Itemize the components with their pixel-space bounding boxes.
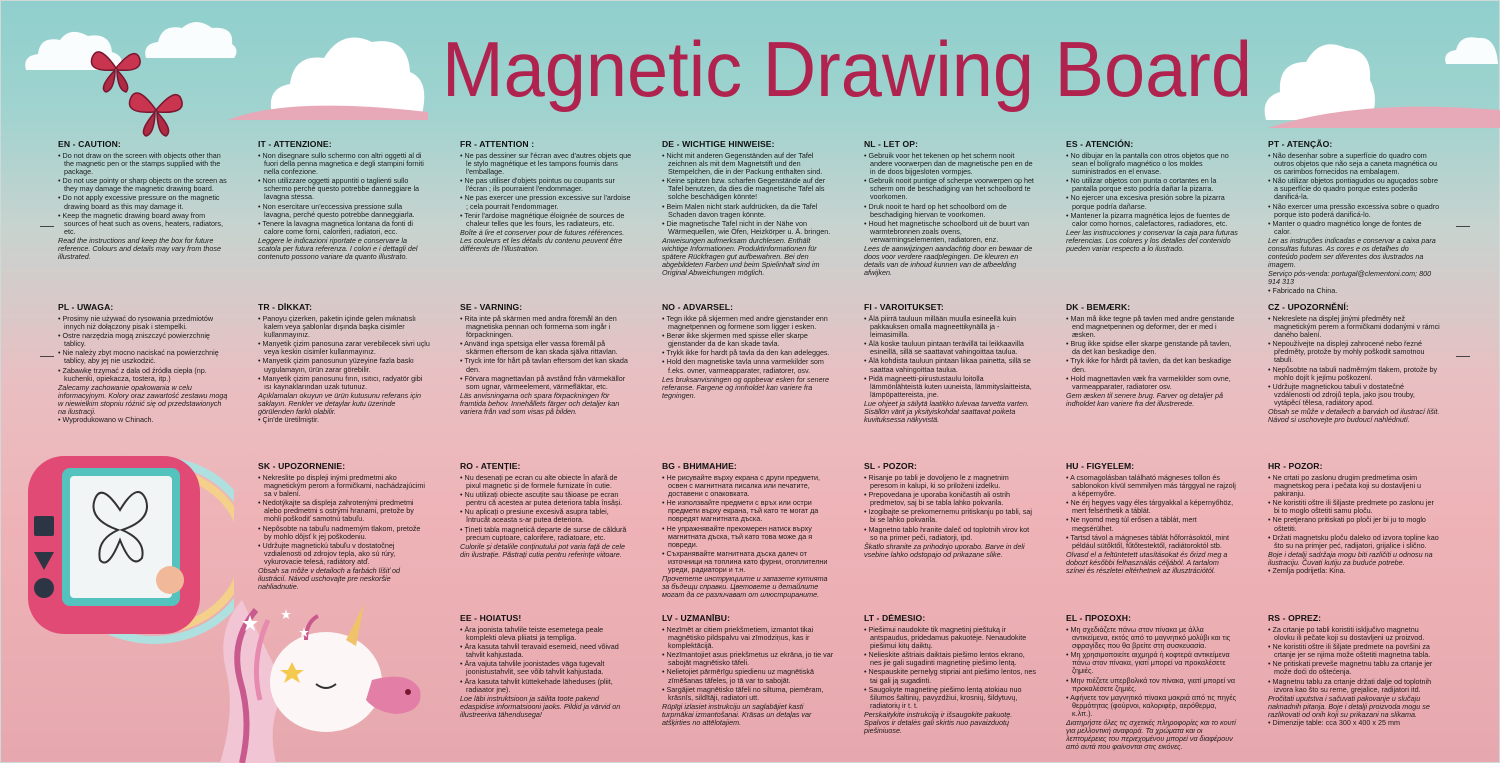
- made-in-line: • Wyprodukowano w Chinach.: [58, 416, 230, 424]
- list-item: • Manyetik çizim panosunu fırın, ısıtıcı, radyatör gibi ısı kaynaklarından uzak tutunuz.: [258, 375, 430, 391]
- list-item: • Manter o quadro magnético longe de fontes de calor.: [1268, 220, 1440, 236]
- list-item: • Držati magnetsku ploču daleko od izvora topline kao što su na primjer peć, radijatori, grijalice i slično.: [1268, 534, 1440, 550]
- section-note: Leer las instrucciones y conservar la caja para futuras referencias. Los colores y los detalles del contenido pueden variar respecto a lo ilustrado.: [1066, 227, 1238, 254]
- list-item: • Manyetik çizim panosuna zarar verebilecek sivri uçlu veya keskin cisimler kullanmayınız.: [258, 340, 430, 356]
- section-it: [258, 140, 430, 261]
- section-rs: [1268, 614, 1440, 760]
- dimensions-line: • Dimenzije table: cca 300 x 400 x 25 mm: [1268, 719, 1440, 727]
- section-note: Açıklamaları okuyun ve ürün kutusunu referans için saklayın. Renkler ve detaylar kutu üzerinde görülenden farklı olabilir.: [258, 390, 421, 417]
- list-item: • Förvara magnettavlan på avstånd från värmekällor som ugnar, värmeelement, värmefläktar, etc.: [460, 375, 632, 391]
- section-heading: PT - ATENÇÃO:: [1268, 139, 1333, 149]
- section-note: Pročitati uputstva i sačuvati pakovanje u slučaju naknadnih pitanja. Boje i detalji proizvoda mogu se razlikovati od onih koji su prikazani na slikama.: [1268, 693, 1430, 719]
- section-cz: [1268, 303, 1440, 424]
- list-item: • Ne érj hegyes vagy éles tárgyakkal a képernyőhöz, mert felsérthetik a táblát.: [1066, 499, 1238, 515]
- list-item: • Αφήνετε τον μαγνητικό πίνακα μακριά από τις πηγές θερμότητας (φούρνοι, καλοριφέρ, αερόθερμα, κ.λπ.).: [1066, 694, 1238, 718]
- section-heading: NL - LET OP:: [864, 139, 919, 149]
- list-item: • Ne crtati po zaslonu drugim predmetima osim magnetskog pera i pečata koji su dostavljeni u pakiranju.: [1268, 474, 1440, 498]
- list-item: • Nelieskite aštriais daiktais piešimo lentos ekrano, nes jie gali sugadinti magnetinę piešimo lentą.: [864, 651, 1036, 667]
- list-item: • Ära joonista tahvlile teiste esemetega peale komplekti oleva pliiatsi ja templiga.: [460, 626, 632, 642]
- section-el: [1066, 614, 1238, 760]
- section-note: Zalecamy zachowanie opakowania w celu informacyjnym. Kolory oraz zawartość zestawu mogą w niewielkim stopniu różnić się od przedstawionych na ilustracji.: [58, 382, 228, 417]
- list-item: • Tryck inte för hårt på tavlan eftersom det kan skada den.: [460, 357, 632, 373]
- list-item: • Saugokyte magnetinę piešimo lentą atokiau nuo šilumos šaltinių, pavyzdžiui, krosnių, šildytuvų, radiatorių ir t. t.: [864, 686, 1036, 710]
- section-note: Obsah se může v detailech a barvách od ilustrací lišit. Návod si uschovejte pro budoucí nahlédnutí.: [1268, 407, 1440, 425]
- list-item: • Piešimui naudokite tik magnetinį pieštuką ir antspaudus, pridedamus pakuotėje. Nenaudokite piešimui kitų daiktų.: [864, 626, 1036, 650]
- list-item: • Не упражнявайте прекомерен натиск върху магнитната дъска, тъй като това може да я повреди.: [662, 525, 834, 549]
- section-heading: LV - UZMANĪBU:: [662, 613, 731, 623]
- section-note: Boje i detalji sadržaja mogu biti različiti u odnosu na ilustraciju. Čuvati kutiju za buduće potrebe.: [1268, 549, 1433, 567]
- list-item: • Nezīmantojiet asus priekšmetus uz ekrāna, jo tie var sabojāt magnētisko tāfeli.: [662, 651, 834, 667]
- list-item: • Keine spitzen bzw. scharfen Gegenstände auf der Tafel benutzen, da dies die magnetische Tafel als solche beschädigen könnte!: [662, 177, 834, 201]
- list-item: • Manyetik çizim panosunun yüzeyine fazla baskı uygulamayın, ürün zarar görebilir.: [258, 357, 430, 373]
- list-item: • Druk nooit te hard op het schoolbord om de beschadiging hiervan te voorkomen.: [864, 203, 1036, 219]
- list-item: • Magnetnu tablu za crtanje držati dalje od toplotnih izvora kao što su rerne, grejalice, radijatori itd.: [1268, 678, 1440, 694]
- list-item: • Ostre narzędzia mogą zniszczyć powierzchnię tablicy.: [58, 332, 230, 348]
- list-item: • Nekreslete na displej jinými předměty než magnetickým perem a formičkami dodanými v rámci daného balení.: [1268, 315, 1440, 339]
- section-hr: [1268, 462, 1440, 576]
- section-note: Culorile și detaliile conținutului pot varia față de cele din ilustrație. Păstrați cutia pentru referințe viitoare.: [460, 541, 626, 559]
- section-heading: IT - ATTENZIONE:: [258, 139, 332, 149]
- list-item: • Ne pretjerano pritiskati po ploči jer bi ju to moglo oštetiti.: [1268, 516, 1440, 532]
- list-item: • A csomagolásban található mágneses tollon és sablonokon kívül semmilyen más tárggyal ne rajzolj a képernyőre.: [1066, 474, 1238, 498]
- section-heading: DK - BEMÆRK:: [1066, 302, 1131, 312]
- section-note: Διατηρήστε όλες τις σχετικές πληροφορίες και το κουτί για μελλοντική αναφορά. Τα χρώματα και οι λεπτομέρειες του περιεχομένου μπορεί να διαφέρουν από αυτά που φαίνονται στις εικόνες.: [1066, 718, 1236, 752]
- section-note: Boîte à lire et conserver pour de futures références. Les couleurs et les détails du contenu peuvent être différents de l'illustration.: [460, 227, 625, 254]
- list-item: • Do not draw on the screen with objects other than the magnetic pen or the stamps supplied with the package.: [58, 152, 230, 176]
- list-item: • Mantener la pizarra magnética lejos de fuentes de calor como hornos, calefactores, radiadores, etc.: [1066, 212, 1238, 228]
- list-item: • Använd inga spetsiga eller vassa föremål på skärmen eftersom de kan skada själva rittavlan.: [460, 340, 632, 356]
- section-heading: RO - ATENȚIE:: [460, 461, 521, 471]
- list-item: • Ära kasuta tahvlil teravaid esemeid, need võivad tahvlit kahjustada.: [460, 643, 632, 659]
- list-item: • Ne pas utiliser d'objets pointus ou coupants sur l'écran ; ils pourraient l'endommager.: [460, 177, 632, 193]
- section-en: [58, 140, 230, 261]
- list-item: • Brug ikke spidse eller skarpe genstande på tavlen, da det kan beskadige den.: [1066, 340, 1238, 356]
- made-in-line: • Çin'de üretilmiştir.: [258, 416, 430, 424]
- list-item: • Hold magnettavlen væk fra varmekilder som ovne, varmeapparater, radiatorer osv.: [1066, 375, 1238, 391]
- list-item: • Berør ikke skjermen med spisse eller skarpe gjenstander da de kan skade tavla.: [662, 332, 834, 348]
- section-sl: [864, 462, 1036, 559]
- list-item: • Keep the magnetic drawing board away from sources of heat such as ovens, heaters, radiators, etc.: [58, 212, 230, 236]
- list-item: • Prepovedana je uporaba koničastih ali ostrih predmetov, saj bi se tabla lahko pokvarila.: [864, 491, 1036, 507]
- page-title-text: Magnetic Drawing Board: [442, 25, 1252, 113]
- list-item: • Nekreslite po displeji inými predmetmi ako magnetickým perom a formičkami, nachádzajúcimi sa v balení.: [258, 474, 430, 498]
- section-note: Olvasd el a feltüntetett utasításokat és őrizd meg a dobozt későbbi felhasználás céljából. A tartalom színei és részletei eltérhetnek az illusztrációtól.: [1066, 549, 1228, 576]
- list-item: • Nepůsobte na tabuli nadměrným tlakem, protože by mohlo dojít k jejímu poškození.: [1268, 366, 1440, 382]
- list-item: • Ne pas exercer une pression excessive sur l'ardoise ; cela pourrait l'endommager.: [460, 194, 632, 210]
- list-item: • Ne nyomd meg túl erősen a táblát, mert megsérülhet.: [1066, 516, 1238, 532]
- list-item: • Ne pritiskati preveše magnetnu tablu za crtanje jer može doći do oštećenja.: [1268, 660, 1440, 676]
- pink-ground-right: [1268, 98, 1500, 128]
- section-heading: RS - OPREZ:: [1268, 614, 1322, 623]
- cloud-icon: [140, 18, 240, 62]
- list-item: • Nicht mit anderen Gegenständen auf der Tafel zeichnen als mit dem Magnetstift und den Stempelchen, die in der Packung enthalten sind.: [662, 152, 834, 176]
- section-de: [662, 140, 834, 277]
- section-bg: [662, 462, 834, 599]
- section-heading: LT - DĖMESIO:: [864, 613, 926, 623]
- list-item: • Tegn ikke på skjermen med andre gjenstander enn magnetpennen og formene som ligger i esken.: [662, 315, 834, 331]
- list-item: • Man må ikke tegne på tavlen med andre genstande end magnetpennen og deformer, der er med i æsken.: [1066, 315, 1238, 339]
- list-item: • Magnetno tablo hranite daleč od toplotnih virov kot so na primer peči, radiatorji, ipd.: [864, 526, 1036, 542]
- list-item: • Udržujte magnetickú tabuľu v dostatočnej vzdialenosti od zdrojov tepla, ako sú rúry, vykurovacie telesá, radiátory atď.: [258, 542, 430, 566]
- list-item: • Μην πιέζετε υπερβολικά τον πίνακα, γιατί μπορεί να προκαλέσετε ζημιές.: [1066, 677, 1238, 693]
- list-item: • Älä koske tauluun pintaan terävillä tai leikkaavilla esineillä, sillä se saattavat vahingoittaa taulua.: [864, 340, 1036, 356]
- list-item: • Hold den magnetiske tavla unna varmekilder som f.eks. ovner, varmeapparater, radiatorer, osv.: [662, 358, 834, 374]
- list-item: • Zabawkę trzymać z dala od źródła ciepła (np. kuchenki, opiekacza, tostera, itp.): [58, 367, 230, 383]
- list-item: • Prosimy nie używać do rysowania przedmiotów innych niż dołączony pisak i stempelki.: [58, 315, 230, 331]
- list-item: • Beim Malen nicht stark aufdrücken, da die Tafel Schaden davon tragen könnte.: [662, 203, 834, 219]
- list-item: • Nespauskite pernelyg stipriai ant piešimo lentos, nes tai gali ją sugadinti.: [864, 668, 1036, 684]
- list-item: • Rita inte på skärmen med andra föremål än den magnetiska pennan och formerna som ingår i förpackningen.: [460, 315, 632, 339]
- list-item: • Țineți tabla magnetică departe de surse de căldură precum cuptoare, calorifere, radiatoare, etc.: [460, 526, 632, 542]
- section-lt: [864, 614, 1036, 735]
- section-heading: CZ - UPOZORNĚNÍ:: [1268, 302, 1349, 312]
- service-line: Serviço pós-venda: portugal@clementoni.com; 800 914 313: [1268, 269, 1432, 287]
- section-note: Ler as instruções indicadas e conservar a caixa para consultas futuras. As cores e os detalhes do conteúdo podem ser diferentes dos ilustrados na imagem.: [1268, 235, 1436, 270]
- list-item: • Tenir l'ardoise magnétique éloignée de sources de chaleur telles que les fours, les radiateurs, etc.: [460, 212, 632, 228]
- section-dk: [1066, 303, 1238, 408]
- page-title: [432, 22, 1262, 114]
- section-heading: NO - ADVARSEL:: [662, 302, 734, 312]
- list-item: • Sargājiet magnētisko tāfeli no siltuma, piemēram, krāsnīs, sildītāji, radiatori utt.: [662, 686, 834, 702]
- section-heading: SK - UPOZORNENIE:: [258, 461, 346, 471]
- pink-ground-left: [228, 90, 428, 120]
- list-item: • Nu aplicați o presiune excesivă asupra tablei, întrucât aceasta s-ar putea deteriora.: [460, 508, 632, 524]
- section-fi: [864, 303, 1036, 424]
- section-note: Škatlo shranite za prihodnjo uporabo. Barve in deli vsebine lahko odstopajo od prikazane slike.: [864, 541, 1025, 559]
- list-item: • Non utilizzare oggetti appuntiti o taglienti sullo schermo perché questo potrebbe danneggiare la lavagna stessa.: [258, 177, 430, 201]
- list-item: • Non disegnare sullo schermo con altri oggetti al di fuori della penna magnetica e degli stampini forniti nella confezione.: [258, 152, 430, 176]
- list-item: • Ne koristiti oštre ili šiljate predmete na površini za crtanje jer se njima može oštetiti magnetna tabla.: [1268, 643, 1440, 659]
- section-tr: [258, 303, 430, 425]
- section-note: Gem æsken til senere brug. Farver og detaljer på indholdet kan variere fra det illustrerede.: [1066, 390, 1224, 408]
- list-item: • Не рисувайте върху екрана с други предмети, освен с магнитната писалка или печатите, доставени с опаковката.: [662, 474, 834, 498]
- list-item: • Die magnetische Tafel nicht in der Nähe von Wärmequellen, wie Öfen, Heizkörper u. Ä. bringen.: [662, 220, 834, 236]
- list-item: • Izogibajte se prekomernemu pritiskanju po tabli, saj bi se lahko pokvarila.: [864, 508, 1036, 524]
- section-fr: [460, 140, 632, 253]
- section-note: Rūpīgi izlasiet instrukciju un saglabājiet kasti turpmākai izmantošanai. Krāsas un detaļas var atšķirties no attēlotajiem.: [662, 701, 812, 728]
- list-item: • Non esercitare un'eccessiva pressione sulla lavagna, perché questo potrebbe danneggiarla.: [258, 203, 430, 219]
- stars-icon: [240, 605, 320, 645]
- list-item: • Nepôsobte na tabuľu nadmerným tlakom, pretože by mohlo dôjsť k jej poškodeniu.: [258, 525, 430, 541]
- list-item: • Nelietojiet pārmērīgu spiedienu uz magnētiskā zīmēšanas tāfeles, jo tā var to sabojāt.: [662, 668, 834, 684]
- separator-tick: [1456, 356, 1470, 357]
- list-item: • Ära vajuta tahvlile joonistades väga tugevalt joonistustahvlit, see võib tahvlit kahjustada.: [460, 660, 632, 676]
- list-item: • Trykk ikke for hardt på tavla da den kan ødelegges.: [662, 349, 834, 357]
- butterfly-icon: [126, 82, 186, 138]
- section-note: Perskaitykite instrukciją ir išsaugokite pakuotę. Spalvos ir detalės gali skirtis nuo pavaizduotų piešiniuose.: [864, 709, 1013, 736]
- section-note: Läs anvisningarna och spara förpackningen för framtida behov. Innehållets färger och detaljer kan variera från vad som visas på bilden.: [460, 390, 620, 417]
- section-heading: DE - WICHTIGE HINWEISE:: [662, 139, 775, 149]
- separator-tick: [40, 226, 54, 227]
- list-item: • No utilizar objetos con punta o cortantes en la pantalla porque esto podría dañar la pizarra.: [1066, 177, 1238, 193]
- list-item: • Nezīmēt ar citiem priekšmetiem, izmantot tikai magnētisko pildspalvu vai zīmodziņus, kas ir komplektācijā.: [662, 626, 834, 650]
- list-item: • Nu desenați pe ecran cu alte obiecte în afară de pixul magnetic și de formele furnizate în cutie.: [460, 474, 632, 490]
- list-item: • Tryk ikke for hårdt på tavlen, da det kan beskadige den.: [1066, 357, 1238, 373]
- list-item: • Μη χρησιμοποιείτε αιχμηρά ή κοφτερά αντικείμενα πάνω στον πίνακα, γιατί μπορεί να προκαλέσετε ζημιές.: [1066, 651, 1238, 675]
- section-note: Les bruksanvisningen og oppbevar esken for senere referanse. Fargene og innholdet kan variere fra tegningen.: [662, 374, 830, 400]
- section-pt: [1268, 140, 1440, 296]
- made-in-line: • Zemlja podrijetla: Kina.: [1268, 567, 1440, 575]
- list-item: • Nedotýkajte sa displeja zahrotenými predmetmi alebo predmetmi s ostrými hranami, pretože by mohli poškodiť samotnú tabuľu.: [258, 499, 430, 523]
- section-note: Read the instructions and keep the box for future reference. Colours and details may vary from those illustrated.: [58, 235, 221, 262]
- list-item: • Do not apply excessive pressure on the magnetic drawing board as this may damage it.: [58, 194, 230, 210]
- list-item: • Μη σχεδιάζετε πάνω στον πίνακα με άλλα αντικείμενα, εκτός από το μαγνητικό μολύβι και τις σφραγίδες που θα βρείτε στη συσκευασία.: [1066, 626, 1238, 650]
- section-note: Loe läbi instruktsioon ja säilita toote pakend edaspidise informatsiooni jaoks. Pildid ja värvid on illustreeriva tähendusega!: [460, 693, 621, 719]
- list-item: • Ne koristiti oštre ili šiljaste predmete po zaslonu jer bi to moglo oštetiti samu ploču.: [1268, 499, 1440, 515]
- list-item: • Ne pas dessiner sur l'écran avec d'autres objets que le stylo magnétique et les tampons fournis dans l'emballage.: [460, 152, 632, 176]
- list-item: • No ejercer una excesiva presión sobre la pizarra porque podría dañarse.: [1066, 194, 1238, 210]
- list-item: • Nu utilizați obiecte ascuțite sau tăioase pe ecran pentru că acestea ar putea deteriora tabla însăși.: [460, 491, 632, 507]
- list-item: • Не използвайте предмети с връх или остри предмети върху екрана, тъй като те могат да повредят магнитната дъска.: [662, 499, 834, 523]
- list-item: • Udržujte magnetickou tabuli v dostatečné vzdálenosti od zdrojů tepla, jako jsou trouby, vytápěcí tělesa, radiátory apod.: [1268, 383, 1440, 407]
- cloud-icon: [1440, 28, 1500, 68]
- list-item: • Pidä magneetti-piirustustaulu loitolla lämmönlähteistä kuten uuneista, lämmityslaitteista, lämpöpattereista, jne.: [864, 375, 1036, 399]
- section-heading: TR - DİKKAT:: [258, 302, 313, 312]
- list-item: • Não desenhar sobre a superfície do quadro com outros objetos que não seja a caneta magnética ou os carimbos fornecidos na embalagem.: [1268, 152, 1440, 176]
- list-item: • Съхранявайте магнитната дъска далеч от източници на топлина като фурни, отоплителни уреди, радиатори и т.н.: [662, 550, 834, 574]
- section-es: [1066, 140, 1238, 253]
- section-pl: [58, 303, 230, 425]
- separator-tick: [1456, 226, 1470, 227]
- section-note: Anweisungen aufmerksam durchlesen. Enthält wichtige Informationen. Produktinformationen für spätere Rückfragen gut aufbewahren. Bei den abgebildeten Farben und beim Spielinhalt sind im Original Abweichungen möglich.: [662, 235, 820, 278]
- list-item: • Do not use pointy or sharp objects on the screen as they may damage the magnetic drawing board.: [58, 177, 230, 193]
- section-heading: ES - ATENCIÓN:: [1066, 139, 1134, 149]
- section-heading: BG - ВНИМАНИЕ:: [662, 461, 737, 471]
- section-heading: SE - VARNING:: [460, 302, 523, 312]
- section-lv: [662, 614, 834, 727]
- list-item: • Nepoužívejte na displeji zahrocené nebo řezné předměty, protože by mohly poškodit samotnou tabuli.: [1268, 340, 1440, 364]
- section-ee: [460, 614, 632, 719]
- section-heading: FI - VAROITUKSET:: [864, 302, 944, 312]
- section-se: [460, 303, 632, 416]
- list-item: • Älä kohdista tauluun pintaan liikaa painetta, sillä se saattaa vahingoittaa taulua.: [864, 357, 1036, 373]
- list-item: • Houd het magnetische schoolbord uit de buurt van warmtebronnen zoals ovens, verwarmingselementen, radiatoren, enz.: [864, 220, 1036, 244]
- list-item: • Älä piirrä tauluun millään muulla esineellä kuin pakkauksen omalla magneettikynällä ja -leimasimilla.: [864, 315, 1036, 339]
- list-item: • Risanje po tabli je dovoljeno le z magnetnim peresom in kalupi, ki so priloženi izdelku.: [864, 474, 1036, 490]
- list-item: • Gebruik nooit puntige of scherpe voorwerpen op het scherm om de beschadiging van het schoolbord te voorkomen.: [864, 177, 1036, 201]
- section-note: Прочетете инструкциите и запазете кутията за бъдещи справки. Цветовете и детайлите могат да се различават от илюстрираните.: [662, 574, 828, 600]
- section-heading: SL - POZOR:: [864, 461, 917, 471]
- section-heading: EE - HOIATUS!: [460, 613, 522, 623]
- section-heading: EL - ΠΡΟΣΟΧΗ:: [1066, 614, 1132, 623]
- list-item: • Ära kasuta tahvlit küttekehade läheduses (pliit, radiaator jne).: [460, 678, 632, 694]
- section-note: Lue ohjeet ja säilytä laatikko tulevaa tarvetta varten. Sisällön värit ja yksityiskohdat saattavat poiketa kuvituksessa näkyvistä.: [864, 398, 1030, 425]
- section-note: Lees de aanwijzingen aandachtig door en bewaar de doos voor verdere raadplegingen. De kleuren en details van de inhoud kunnen van de afbeelding afwijken.: [864, 244, 1033, 278]
- section-heading: HU - FIGYELEM:: [1066, 461, 1135, 471]
- section-no: [662, 303, 834, 400]
- section-sk: [258, 462, 430, 591]
- section-note: Leggere le indicazioni riportate e conservare la scatola per futura referenza. I colori e i dettagli del contenuto possono variare da quanto illustrato.: [258, 235, 418, 262]
- made-in-line: • Fabricado na China.: [1268, 287, 1440, 295]
- list-item: • Não utilizar objetos pontiagudos ou aguçados sobre a superfície do quadro porque estes poderão danificá-la.: [1268, 177, 1440, 201]
- list-item: • Tenere la lavagna magnetica lontana da fonti di calore come forni, caloriferi, radiatori, ecc.: [258, 220, 430, 236]
- list-item: • Panoyu çizerken, paketin içinde gelen mıknatıslı kalem veya şablonlar dışında başka cisimler kullanmayınız.: [258, 315, 430, 339]
- section-nl: [864, 140, 1036, 277]
- separator-tick: [40, 356, 54, 357]
- section-heading: EN - CAUTION:: [58, 139, 121, 149]
- section-ro: [460, 462, 632, 559]
- section-note: Obsah sa môže v detailoch a farbách líšiť od ilustrácií. Návod uschovajte pre neskoršie nahliadnutie.: [258, 566, 400, 592]
- list-item: • Tartsd távol a mágneses táblát hőforrásoktól, mint például sütőktől, fűtőtestektől, radiátoroktól stb.: [1066, 534, 1238, 550]
- section-heading: FR - ATTENTION :: [460, 139, 535, 149]
- list-item: • Gebruik voor het tekenen op het scherm nooit andere voorwerpen dan de magnetische pen en de in de doos bijgesloten vormpjes.: [864, 152, 1036, 176]
- section-heading: PL - UWAGA:: [58, 302, 114, 312]
- section-heading: HR - POZOR:: [1268, 461, 1323, 471]
- list-item: • Nie należy zbyt mocno naciskać na powierzchnię tablicy, aby jej nie uszkodzić.: [58, 349, 230, 365]
- section-hu: [1066, 462, 1238, 575]
- list-item: • No dibujar en la pantalla con otros objetos que no sean el bolígrafo magnético o los moldes suministrados en el envase.: [1066, 152, 1238, 176]
- list-item: • Não exercer uma pressão excessiva sobre o quadro porque isto poderá danificá-lo.: [1268, 203, 1440, 219]
- list-item: • Za crtanje po tabli koristiti isključivo magnetnu olovku ili pečate koji su dostavljeni uz proizvod.: [1268, 626, 1440, 642]
